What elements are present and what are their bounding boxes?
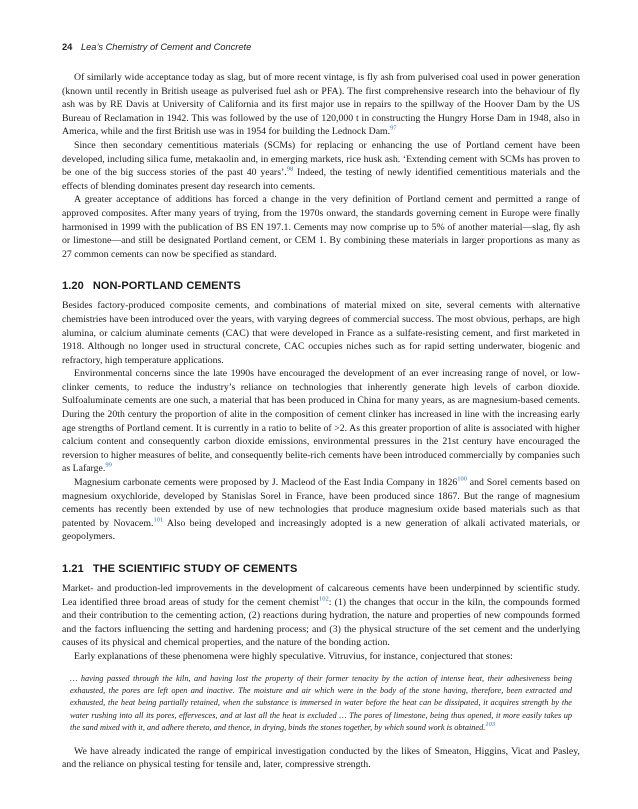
page-number: 24	[62, 42, 73, 52]
paragraph-text: Magnesium carbonate cements were proposed by J. Macleod of the East India Company in 1826	[74, 477, 458, 489]
paragraph-scientific-study	[62, 582, 580, 650]
paragraph-fly-ash	[62, 71, 580, 139]
block-quote-vitruvius	[70, 673, 572, 735]
quote-text: … having passed through the kiln, and having lost the property of their former tenacity by the action of intense heat, their adhesiveness being exhausted, the pores are left open and inactive. The moisture and air which were in the body of the stone having, therefore, been extracted and exhausted, the heat being partially retained, when the substance is immersed in water before the heat can be dissipated, it acquires strength by the water rushing into all its pores, effervesces, and at last all the heat is excluded … The pores of limestone, being thus opened, it more easily takes up the sand mixed with it, and adhere thereto, and thence, in drying, binds the stones together, by which sound work is obtained.	[70, 673, 572, 733]
reference-link[interactable]: 102	[319, 595, 329, 603]
paragraph-text: Environmental concerns since the late 1990s have encouraged the development of an ever increasing range of novel, or low-clinker cements, to reduce the industry’s reliance on technologies that inherently generate high levels of carbon dioxide. Sulfoaluminate cements are one such, a material that has been produced in China for many years, as are magnesium-based cements. During the 20th century the proportion of alite in the composition of cement clinker has increased in line with the increasing early age strengths of Portland cement. It is currently in a ratio to belite of >2. As this greater proportion of alite is associated with higher calcium content and consequently carbon dioxide emissions, environmental pressures in the 21st century have encouraged the reversion to higher measures of belite, and consequently belite-rich cements have been introduced commercially by companies such as Lafarge.	[62, 368, 580, 475]
reference-link[interactable]: 97	[390, 125, 397, 133]
reference-link[interactable]: 98	[286, 165, 294, 173]
book-title: Lea’s Chemistry of Cement and Concrete	[80, 42, 252, 52]
page-body	[62, 71, 580, 772]
paragraph-text: Since then secondary cementitious materials (SCMs) for replacing or enhancing the use of Portland cement have been developed, including silica fume, metakaolin and, in emerging markets, rice husk ash. ‘Extending cement with SCMs has proven to be one of the big success stories of the past 40 years’.	[62, 139, 580, 179]
paragraph-magnesium	[62, 476, 580, 544]
paragraph-text: Market- and production-led improvements in the development of calcareous cements have been underpinned by scientific study. Lea identified three broad areas of study for the cement chemist	[62, 583, 580, 608]
paragraph-alternative-chemistries: Besides factory-produced composite cements, and combinations of material mixed on site, several cements with alternative chemistries have been introduced over the years, with varying degrees of commercial success. The most obvious, perhaps, are high alumina, or calcium aluminate cements (CAC) that were developed in France as a sulfate-resisting cement, and first marketed in 1918. Although no longer used in structural concrete, CAC occupies niches such as for rapid setting underwater, biogenic and refractory, high temperature applications.	[62, 300, 580, 366]
section-heading-1-21	[62, 563, 580, 575]
reference-link[interactable]: 101	[153, 516, 164, 524]
section-number: 1.21	[62, 563, 84, 575]
paragraph-text: and Sorel cements based on magnesium oxychloride, developed by Stanislas Sorel in France, have been produced since 1867. But the range of magnesium cements has recently been extended by use of new technologies that produce magnesium oxide based materials such as that patented by Novacem.	[62, 477, 580, 529]
running-head	[62, 42, 251, 52]
reference-link[interactable]: 100	[457, 475, 467, 483]
paragraph-text: Also being developed and increasingly adopted is a new generation of alkali activated materials, or geopolymers.	[62, 517, 580, 543]
section-title: NON-PORTLAND CEMENTS	[92, 280, 241, 293]
paragraph-early-explanations: Early explanations of these phenomena were highly speculative. Vitruvius, for instance, conjectured that stones:	[74, 650, 513, 662]
paragraph-environmental	[62, 367, 580, 476]
paragraph-standards: A greater acceptance of additions has forced a change in the very definition of Portland cement and permitted a range of approved composites. After many years of trying, from the 1970s onward, the standards governing cement in Europe were finally harmonised in 1999 with the publication of BS EN 197.1. Cements may now comprise up to 5% of another material—slag, fly ash or limestone—and still be designated Portland cement, or CEM 1. By combining these materials in larger proportions as many as 27 common cements can now be specified as standard.	[62, 194, 580, 260]
section-number: 1.20	[62, 280, 84, 293]
paragraph-scms	[62, 139, 580, 193]
reference-link[interactable]: 103	[485, 721, 496, 729]
paragraph-text: : (1) the changes that occur in the kiln, the compounds formed and their contribution to the cementing action, (2) reactions during hydration, the nature and properties of new compounds formed and the factors influencing the setting and hardening process; and (3) the physical structure of the set cement and the underlying causes of its physical and chemical properties, and the nature of the bonding action.	[62, 596, 581, 649]
paragraph-text: Of similarly wide acceptance today as slag, but of more recent vintage, is fly ash from pulverised coal used in power generation (known until recently in British useage as pulverised fuel ash or PFA). The first comprehensive research into the behaviour of fly ash was by RE Davis at University of California and its first major use in repairs to the spillway of the Hoover Dam by the US Bureau of Reclamation in 1942. This was followed by the use of 120,000 t in constructing the Hungry Horse Dam in 1948, also in America, while and the first British use was in 1954 for building the Lednock Dam.	[62, 72, 580, 138]
reference-link[interactable]: 99	[105, 462, 112, 470]
section-title: THE SCIENTIFIC STUDY OF CEMENTS	[92, 563, 298, 575]
section-heading-1-20	[62, 280, 580, 292]
paragraph-text: Indeed, the testing of newly identified cementitious materials and the effects of blending dominates present day research into cements.	[62, 167, 581, 192]
paragraph-empirical: We have already indicated the range of empirical investigation conducted by the likes of Smeaton, Higgins, Vicat and Pasley, and the reliance on physical testing for tensile and, later, compressive strength.	[62, 745, 580, 771]
